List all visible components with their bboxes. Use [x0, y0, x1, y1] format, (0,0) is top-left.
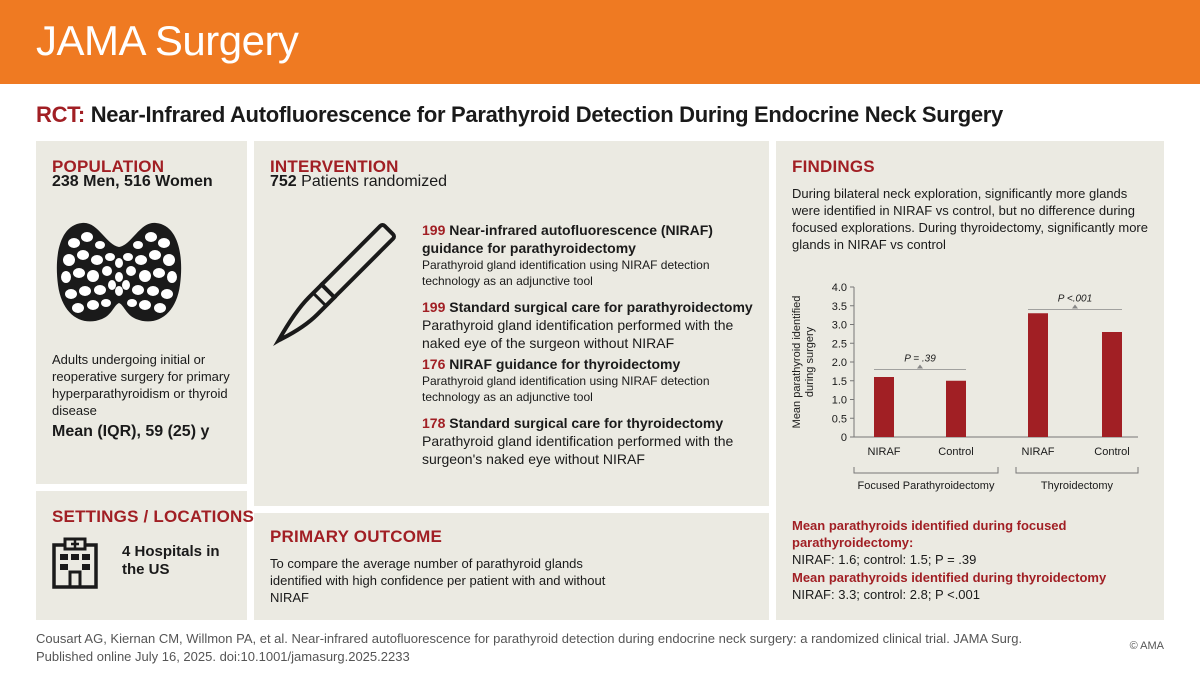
intervention-panel: [254, 141, 769, 506]
randomized-count: [270, 173, 447, 191]
arm-title: 176 NIRAF guidance for thyroidectomy: [422, 356, 681, 372]
y-axis-label: Mean parathyroid identifiedduring surgery: [791, 295, 816, 429]
primary-outcome-text: To compare the average number of parathyroid glands identified with high confidence per patient with and without NIRAF: [270, 556, 606, 605]
population-mean-age: Mean (IQR), 59 (25) y: [52, 423, 210, 440]
arm-description: Parathyroid gland identification using NIRAF detection technology as an adjunctive tool: [422, 374, 710, 404]
result1-text: NIRAF: 1.6; control: 1.5; P = .39: [792, 552, 977, 567]
x-tick-label: Control: [938, 446, 974, 458]
p-marker: [917, 365, 923, 369]
arm-description: Parathyroid gland identification performed with the surgeon's naked eye without NIRAF: [422, 433, 734, 467]
group-bracket: [1016, 467, 1138, 473]
journal-title: JAMA Surgery: [36, 17, 299, 64]
population-panel: [36, 141, 247, 484]
arm-description: Parathyroid gland identification performed with the naked eye of the surgeon without NIRAF: [422, 317, 734, 351]
journal-banner: [0, 0, 1200, 84]
x-tick-label: Control: [1094, 446, 1130, 458]
arm-2: [422, 298, 762, 352]
result2-heading: Mean parathyroids identified during thyroidectomy: [792, 570, 1107, 585]
arm-3: [422, 355, 762, 405]
hospital-building-icon: [50, 537, 100, 589]
y-tick-label: 3.5: [831, 300, 847, 313]
page-title: [36, 102, 1003, 128]
thyroid-gland-icon: [52, 215, 186, 331]
settings-panel: [36, 491, 255, 620]
findings-bar-chart: [776, 277, 1164, 497]
y-tick-label: 4.0: [831, 282, 847, 294]
group-label: Thyroidectomy: [1040, 480, 1114, 492]
x-tick-label: NIRAF: [1021, 446, 1055, 458]
randomized-label: Patients randomized: [301, 173, 448, 190]
arm-title: 199 Near-infrared autofluorescence (NIRAF) guidance for parathyroidectomy: [422, 222, 713, 256]
y-tick-label: 0: [840, 432, 847, 444]
bar: [1102, 332, 1122, 437]
y-tick-label: 1.5: [831, 375, 847, 388]
title-text: Near-Infrared Autofluorescence for Parathyroid Detection During Endocrine Neck Surgery: [90, 102, 1003, 127]
arm-1: [422, 221, 762, 289]
population-counts: 238 Men, 516 Women: [52, 173, 213, 190]
settings-heading: SETTINGS / LOCATIONS: [52, 507, 255, 526]
x-tick-label: NIRAF: [867, 446, 901, 458]
y-tick-label: 2.0: [831, 357, 847, 369]
settings-text: 4 Hospitals in the US: [122, 543, 220, 578]
intervention-heading: INTERVENTION: [270, 157, 399, 176]
y-tick-label: 0.5: [831, 413, 847, 426]
scalpel-icon: [268, 221, 398, 351]
p-value-label: P = .39: [904, 353, 936, 365]
population-description: Adults undergoing initial or reoperative surgery for primary hyperparathyroidism or thyroid disease: [52, 352, 230, 418]
y-tick-label: 3.0: [831, 319, 847, 332]
p-marker: [1072, 305, 1078, 309]
findings-summary: During bilateral neck exploration, significantly more glands were identified in NIRAF vs control, but no difference during focused explorations. During thyroidectomy, significantly more glands in NIRAF vs control: [792, 186, 1148, 252]
findings-panel: [776, 141, 1164, 620]
y-tick-label: 1.0: [831, 394, 847, 407]
bar: [874, 377, 894, 437]
findings-heading: FINDINGS: [792, 157, 875, 176]
p-value-label: P <.001: [1057, 293, 1093, 305]
population-heading: POPULATION: [52, 157, 165, 176]
result1-heading: Mean parathyroids identified during focused parathyroidectomy:: [792, 518, 1067, 550]
randomized-number: 752: [270, 173, 297, 190]
result2-text: NIRAF: 3.3; control: 2.8; P <.001: [792, 587, 980, 602]
primary-outcome-panel: [254, 513, 769, 620]
arm-4: [422, 414, 762, 468]
title-prefix: RCT:: [36, 102, 85, 127]
arm-title: 199 Standard surgical care for parathyroidectomy: [422, 299, 753, 315]
group-label: Focused Parathyroidectomy: [857, 480, 995, 492]
citation: Cousart AG, Kiernan CM, Willmon PA, et al. Near-infrared autofluorescence for parathyroid detection during endocrine neck surgery: a randomized clinical trial. JAMA Surg. Published online July 16, 2025. doi:10.1001/jamasurg.2025.2233: [36, 631, 1023, 664]
group-bracket: [854, 467, 998, 473]
bar: [946, 381, 966, 437]
primary-outcome-heading: PRIMARY OUTCOME: [270, 527, 443, 546]
copyright: © AMA: [1129, 640, 1164, 652]
arm-title: 178 Standard surgical care for thyroidectomy: [422, 415, 724, 431]
y-tick-label: 2.5: [831, 338, 847, 351]
arm-description: Parathyroid gland identification using NIRAF detection technology as an adjunctive tool: [422, 258, 710, 288]
bar: [1028, 313, 1048, 437]
